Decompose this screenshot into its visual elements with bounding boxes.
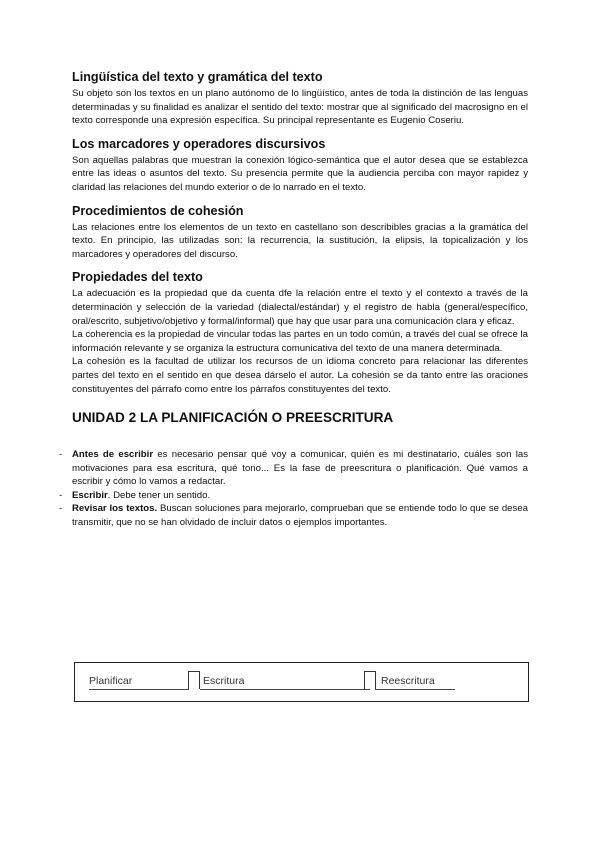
section-paragraph: La coherencia es la propiedad de vincular todas las partes en un todo común, a través del cual se ofrece la información relevante y se organiza la estructura comunicativa del texto de una manera determinada. [72, 329, 528, 354]
list-item [72, 489, 528, 503]
step-text: es necesario pensar qué voy a comunicar, quién es mi destinatario, cuáles son las motivaciones para esa escritura, qué tono... Es la fase de preescritura o planificación. Qué vamos a escribir y cómo lo vamos a redactar. [72, 449, 528, 488]
section-heading: Propiedades del texto [72, 270, 203, 285]
step-bold: Revisar los textos. [72, 503, 158, 515]
step-bold: Escribir [72, 489, 108, 501]
document-body [72, 70, 528, 530]
section-paragraph: La cohesión es la facultad de utilizar los recursos de un idioma concreto para relacionar las diferentes partes del texto en el sentido en que desea dárselo el autor. La cohesión se da tanto entre las oraciones constituyentes del párrafo como entre los párrafos constituyentes del texto. [72, 356, 528, 395]
section-marcadores [72, 137, 528, 195]
step-text: . Debe tener un sentido. [107, 489, 211, 501]
unit-title: UNIDAD 2 LA PLANIFICACIÓN O PREESCRITURA [72, 410, 394, 426]
flow-label-escritura: Escritura [203, 675, 245, 687]
divider [375, 689, 455, 690]
section-propiedades [72, 270, 528, 396]
section-paragraph: Son aquellas palabras que muestran la conexión lógico-semántica que el autor desea que se establezca entre las ideas o asuntos del texto. Su presencia permite que la audiencia perciba con mayor rapidez y claridad las relaciones del mundo exterior o de lo narrado en el texto. [72, 154, 528, 193]
section-linguistica [72, 70, 528, 128]
flow-box [188, 671, 200, 689]
section-heading: Los marcadores y operadores discursivos [72, 136, 326, 151]
list-item [72, 448, 528, 489]
section-heading: Procedimientos de cohesión [72, 203, 244, 218]
flow-label-reescritura: Reescritura [381, 675, 435, 687]
section-cohesion [72, 204, 528, 262]
writing-process-diagram [74, 662, 529, 702]
section-paragraph: Su objeto son los textos en un plano autónomo de lo lingüístico, antes de toda la distinción de las lenguas determinadas y su finalidad es analizar el sentido del texto: mostrar que al significado del macrosigno en el texto corresponde una expresión específica. Su principal representante es Eugenio Coseriu. [72, 88, 528, 127]
divider [200, 689, 370, 690]
flow-label-planificar: Planificar [89, 675, 133, 687]
flow-box [364, 671, 376, 689]
section-paragraph: Las relaciones entre los elementos de un texto en castellano son describibles gracias a la gramática del texto. En principio, las utilizadas son: la recurrencia, la sustitución, la elipsis, la topicalización y los marcadores y operadores del discurso. [72, 221, 528, 260]
divider [89, 689, 189, 690]
section-paragraph: La adecuación es la propiedad que da cuenta dfe la relación entre el texto y el contexto a través de la determinación y selección de la variedad (dialectal/estándar) y el registro de habla (general/específico, oral/escrito, subjetivo/objetivo y formal/informal) que hay que usar para una comunicación clara y eficaz. [72, 288, 528, 327]
list-item [72, 502, 528, 529]
steps-list [72, 448, 528, 530]
step-text: Buscan soluciones para mejorarlo, comprueban que se entiende todo lo que se desea transmitir, que no se han olvidado de incluir datos o ejemplos importantes. [72, 503, 528, 529]
step-bold: Antes de escribir [72, 449, 154, 461]
section-heading: Lingüística del texto y gramática del texto [72, 70, 323, 84]
